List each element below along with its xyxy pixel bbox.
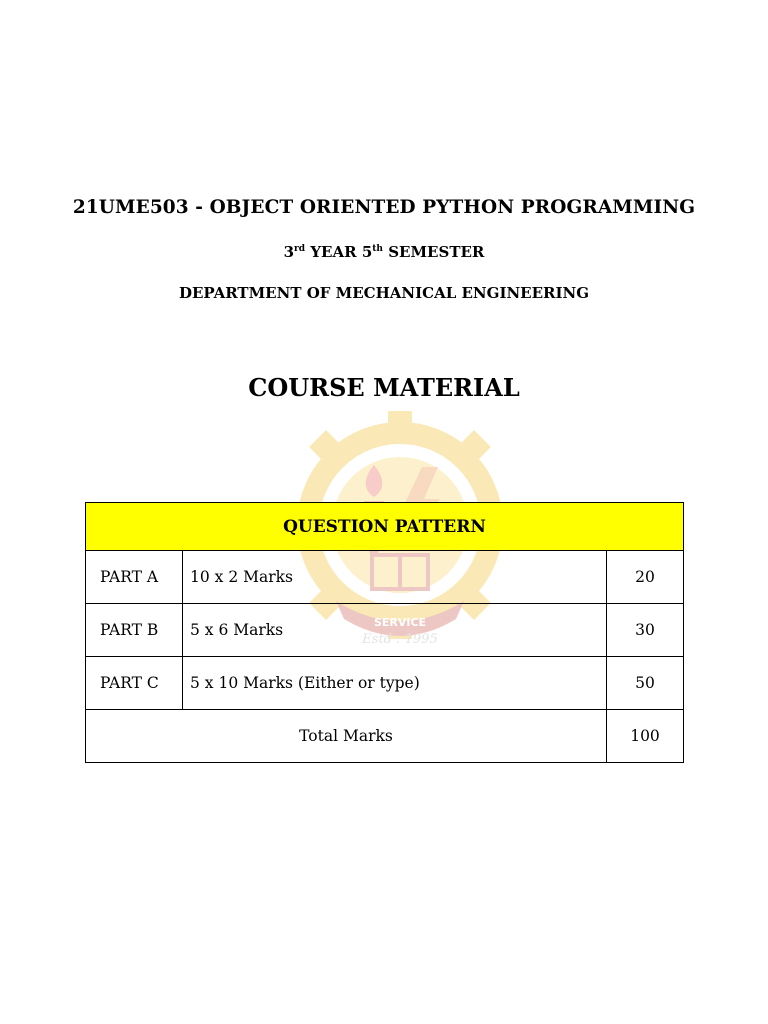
year-ordinal-suffix: rd	[294, 244, 306, 254]
table-row	[86, 551, 684, 604]
table-row	[86, 657, 684, 710]
part-a-description: 10 x 2 Marks	[183, 551, 607, 604]
part-c-description: 5 x 10 Marks (Either or type)	[183, 657, 607, 710]
part-b-marks: 30	[607, 604, 684, 657]
table-header-row	[86, 503, 684, 551]
semester-ordinal-suffix: th	[372, 244, 383, 254]
part-c-marks: 50	[607, 657, 684, 710]
total-marks-value: 100	[607, 710, 684, 763]
course-material-title: COURSE MATERIAL	[248, 373, 520, 402]
year-semester-line	[0, 243, 768, 261]
part-c-label: PART C	[86, 657, 183, 710]
part-b-description: 5 x 6 Marks	[183, 604, 607, 657]
part-a-label: PART A	[86, 551, 183, 604]
total-row	[86, 710, 684, 763]
table-row	[86, 604, 684, 657]
part-a-marks: 20	[607, 551, 684, 604]
semester-number: 5	[361, 243, 373, 261]
question-pattern-header: QUESTION PATTERN	[86, 503, 684, 551]
established-text: Estd : 1995	[362, 632, 438, 645]
part-b-label: PART B	[86, 604, 183, 657]
ribbon-text: SERVICE	[373, 616, 427, 629]
year-label: YEAR	[310, 243, 357, 261]
semester-label: SEMESTER	[388, 243, 485, 261]
year-number: 3	[283, 243, 295, 261]
course-title: 21UME503 - OBJECT ORIENTED PYTHON PROGRAMMING	[72, 197, 696, 218]
total-marks-label: Total Marks	[86, 710, 607, 763]
department-name: DEPARTMENT OF MECHANICAL ENGINEERING	[178, 284, 590, 302]
question-pattern-table	[85, 502, 684, 763]
